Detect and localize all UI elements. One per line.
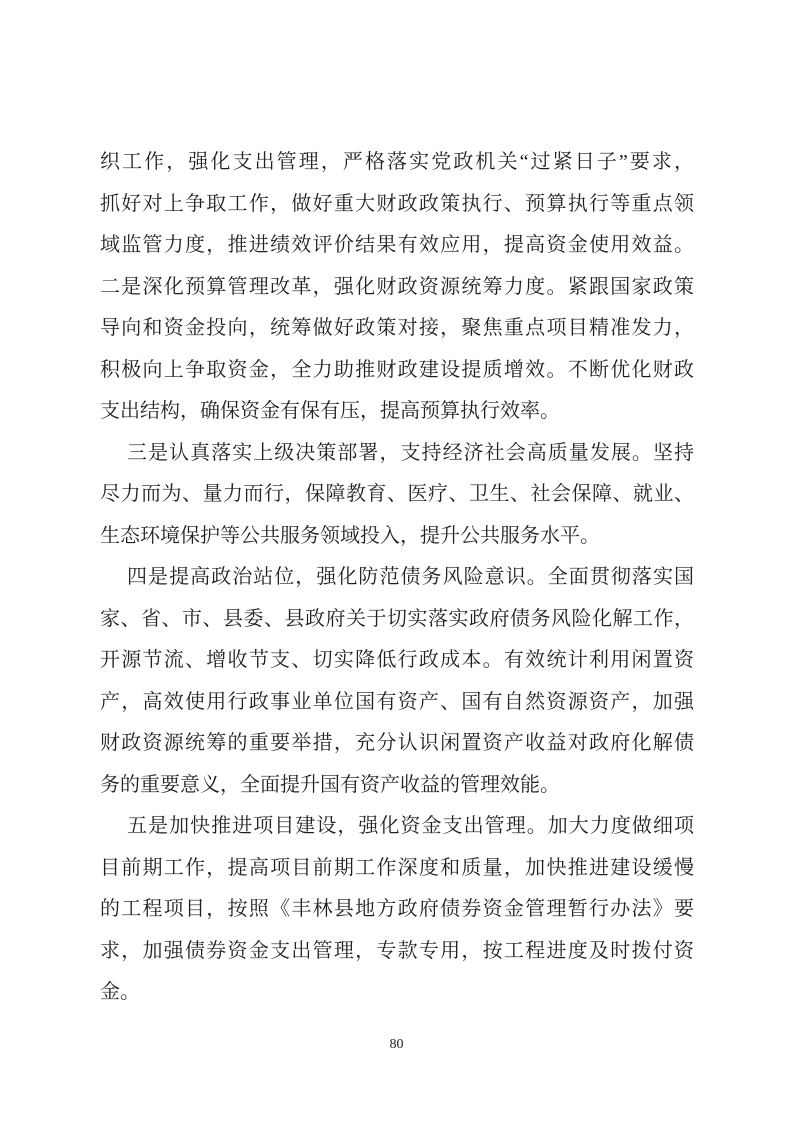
text-line: 目前期工作，提高项目前期工作深度和质量，加快推进建设缓慢 bbox=[100, 856, 694, 879]
text-line: 金。 bbox=[100, 981, 140, 1003]
text-line: 家、省、市、县委、县政府关于切实落实政府债务风险化解工作， bbox=[100, 607, 694, 630]
text-line: 的工程项目，按照《丰林县地方政府债券资金管理暂行办法》要 bbox=[100, 898, 694, 920]
text-line: 财政资源统筹的重要举措，充分认识闲置资产收益对政府化解债 bbox=[100, 732, 694, 754]
text-line: 开源节流、增收节支、切实降低行政成本。有效统计利用闲置资 bbox=[100, 649, 694, 671]
page-number: 80 bbox=[389, 1037, 404, 1052]
paragraph bbox=[100, 433, 694, 558]
paragraph bbox=[100, 142, 694, 433]
text-line: 尽力而为、量力而行，保障教育、医疗、卫生、社会保障、就业、 bbox=[100, 483, 694, 505]
text-line: 支出结构，确保资金有保有压，提高预算执行效率。 bbox=[100, 400, 560, 422]
text-line: 五是加快推进项目建设，强化资金支出管理。加大力度做细项 bbox=[127, 815, 694, 837]
text-line: 生态环境保护等公共服务领域投入，提升公共服务水平。 bbox=[100, 524, 600, 547]
text-line: 导向和资金投向，统筹做好政策对接，聚焦重点项目精准发力， bbox=[100, 317, 694, 339]
text-line: 务的重要意义，全面提升国有资产收益的管理效能。 bbox=[100, 773, 560, 796]
paragraph bbox=[100, 557, 694, 806]
text-line: 求，加强债券资金支出管理，专款专用，按工程进度及时拨付资 bbox=[100, 939, 694, 962]
paragraph bbox=[100, 806, 694, 1014]
text-line: 三是认真落实上级决策部署，支持经济社会高质量发展。坚持 bbox=[127, 441, 694, 464]
text-line: 域监管力度，推进绩效评价结果有效应用，提高资金使用效益。 bbox=[100, 234, 694, 256]
text-line: 积极向上争取资金，全力助推财政建设提质增效。不断优化财政 bbox=[100, 358, 694, 381]
text-line: 抓好对上争取工作，做好重大财政政策执行、预算执行等重点领 bbox=[100, 192, 694, 215]
text-line: 织工作，强化支出管理，严格落实党政机关“过紧日子”要求， bbox=[100, 151, 694, 173]
document-body bbox=[100, 142, 694, 1014]
text-line: 二是深化预算管理改革，强化财政资源统筹力度。紧跟国家政策 bbox=[100, 275, 694, 298]
text-line: 四是提高政治站位，强化防范债务风险意识。全面贯彻落实国 bbox=[127, 566, 694, 588]
text-line: 产，高效使用行政事业单位国有资产、国有自然资源资产，加强 bbox=[100, 690, 694, 713]
